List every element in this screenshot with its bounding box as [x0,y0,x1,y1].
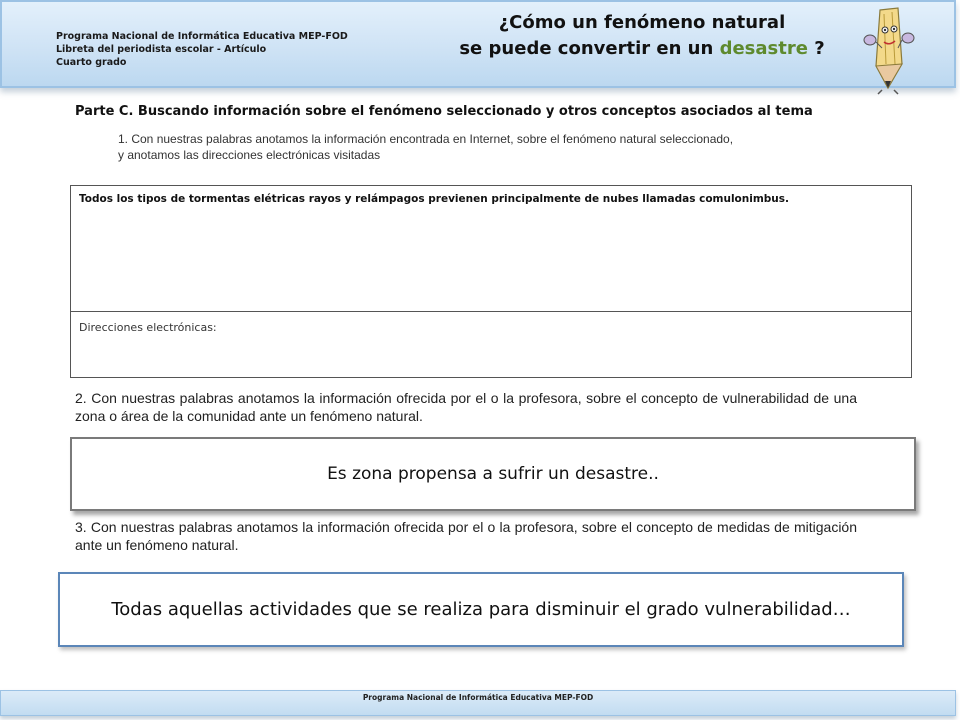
section-heading: Parte C. Buscando información sobre el fenómeno seleccionado y otros conceptos asociados al tema [75,104,813,119]
title-line-2-suffix: ? [807,38,825,59]
program-name: Programa Nacional de Informática Educativa MEP-FOD [56,31,348,42]
instruction-3: 3. Con nuestras palabras anotamos la información ofrecida por el o la profesora, sobre el concepto de medidas de mitigación ante un fenómeno natural. [75,519,857,553]
answer-box-1 [70,185,912,378]
answer-box-3[interactable]: Todas aquellas actividades que se realiza para disminuir el grado vulnerabilidad… [58,572,904,647]
instruction-1 [118,131,878,163]
page-title [432,10,852,62]
notebook-name: Libreta del periodista escolar - Artículo [56,44,267,55]
header-banner [0,0,956,88]
title-line-2 [432,36,852,62]
header-program-info [56,30,348,69]
instruction-1-line-2: y anotamos las direcciones electrónicas visitadas [118,148,381,162]
web-addresses-field[interactable]: Direcciones electrónicas: [79,321,217,334]
title-line-1: ¿Cómo un fenómeno natural [498,12,786,33]
footer-banner: Programa Nacional de Informática Educativa MEP-FOD [0,690,956,716]
title-accent-word: desastre [719,38,808,59]
grade-label: Cuarto grado [56,57,127,68]
answer-box-2[interactable]: Es zona propensa a sufrir un desastre.. [70,437,916,511]
instruction-1-line-1: 1. Con nuestras palabras anotamos la información encontrada en Internet, sobre el fenómeno natural seleccionado, [118,132,734,146]
pencil-character-icon [858,4,920,96]
answer-box-1-content[interactable]: Todos los tipos de tormentas elétricas rayos y relámpagos previenen principalmente de nubes llamadas comulonimbus. [71,186,911,312]
instruction-2: 2. Con nuestras palabras anotamos la información ofrecida por el o la profesora, sobre el concepto de vulnerabilidad de una zona o área de la comunidad ante un fenómeno natural. [75,390,857,424]
title-line-2-prefix: se puede convertir en un [459,38,720,59]
